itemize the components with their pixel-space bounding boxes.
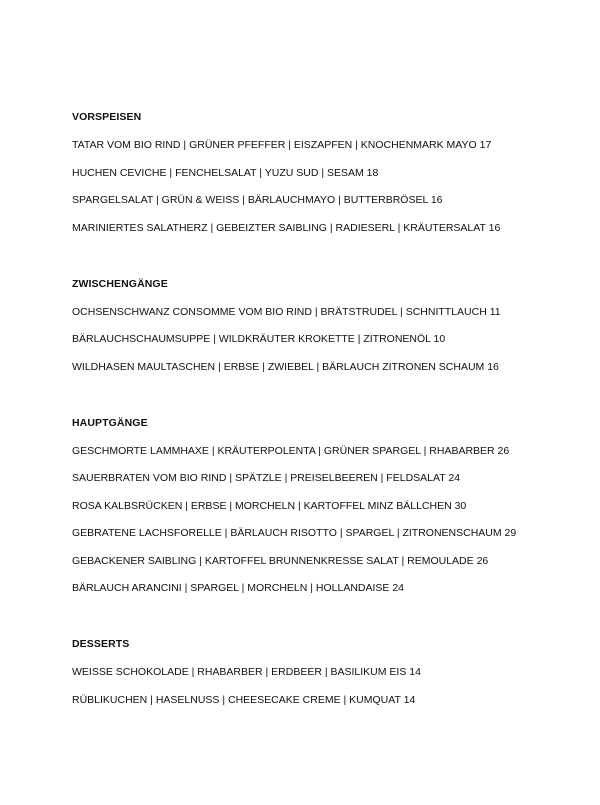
- section-zwischengaenge: [72, 277, 592, 374]
- menu-item: BÄRLAUCH ARANCINI | SPARGEL | MORCHELN | HOLLANDAISE 24: [72, 582, 405, 594]
- menu-item: GEBRATENE LACHSFORELLE | BÄRLAUCH RISOTTO | SPARGEL | ZITRONENSCHAUM 29: [72, 527, 517, 539]
- section-title: HAUPTGÄNGE: [72, 416, 148, 429]
- section-title: DESSERTS: [72, 638, 130, 650]
- menu-item: WILDHASEN MAULTASCHEN | ERBSE | ZWIEBEL | BÄRLAUCH ZITRONEN SCHAUM 16: [72, 360, 499, 373]
- section-spacer: [72, 374, 592, 416]
- menu-item: MARINIERTES SALATHERZ | GEBEIZTER SAIBLING | RADIESERL | KRÄUTERSALAT 16: [72, 221, 501, 234]
- menu-item: OCHSENSCHWANZ CONSOMME VOM BIO RIND | BRÄTSTRUDEL | SCHNITTLAUCH 11: [72, 305, 501, 318]
- menu-item: SPARGELSALAT | GRÜN & WEISS | BÄRLAUCHMAYO | BUTTERBRÖSEL 16: [72, 194, 443, 206]
- section-hauptgaenge: [72, 416, 592, 596]
- menu-item: WEISSE SCHOKOLADE | RHABARBER | ERDBEER | BASILIKUM EIS 14: [72, 666, 421, 678]
- menu: [72, 110, 592, 707]
- menu-item: BÄRLAUCHSCHAUMSUPPE | WILDKRÄUTER KROKETTE | ZITRONENÖL 10: [72, 333, 446, 345]
- menu-item: HUCHEN CEVICHE | FENCHELSALAT | YUZU SUD | SESAM 18: [72, 166, 379, 179]
- menu-item: TATAR VOM BIO RIND | GRÜNER PFEFFER | EISZAPFEN | KNOCHENMARK MAYO 17: [72, 139, 492, 151]
- menu-item: ROSA KALBSRÜCKEN | ERBSE | MORCHELN | KARTOFFEL MINZ BÄLLCHEN 30: [72, 499, 467, 512]
- menu-item: SAUERBRATEN VOM BIO RIND | SPÄTZLE | PREISELBEEREN | FELDSALAT 24: [72, 472, 461, 484]
- menu-item: GEBACKENER SAIBLING | KARTOFFEL BRUNNENKRESSE SALAT | REMOULADE 26: [72, 554, 489, 567]
- section-title: ZWISCHENGÄNGE: [72, 277, 168, 290]
- menu-item: RÜBLIKUCHEN | HASELNUSS | CHEESECAKE CREME | KUMQUAT 14: [72, 693, 416, 706]
- menu-item: GESCHMORTE LAMMHAXE | KRÄUTERPOLENTA | GRÜNER SPARGEL | RHABARBER 26: [72, 444, 510, 457]
- section-title: VORSPEISEN: [72, 111, 142, 123]
- section-spacer: [72, 595, 592, 637]
- section-vorspeisen: [72, 110, 592, 235]
- section-desserts: [72, 637, 592, 707]
- section-spacer: [72, 235, 592, 277]
